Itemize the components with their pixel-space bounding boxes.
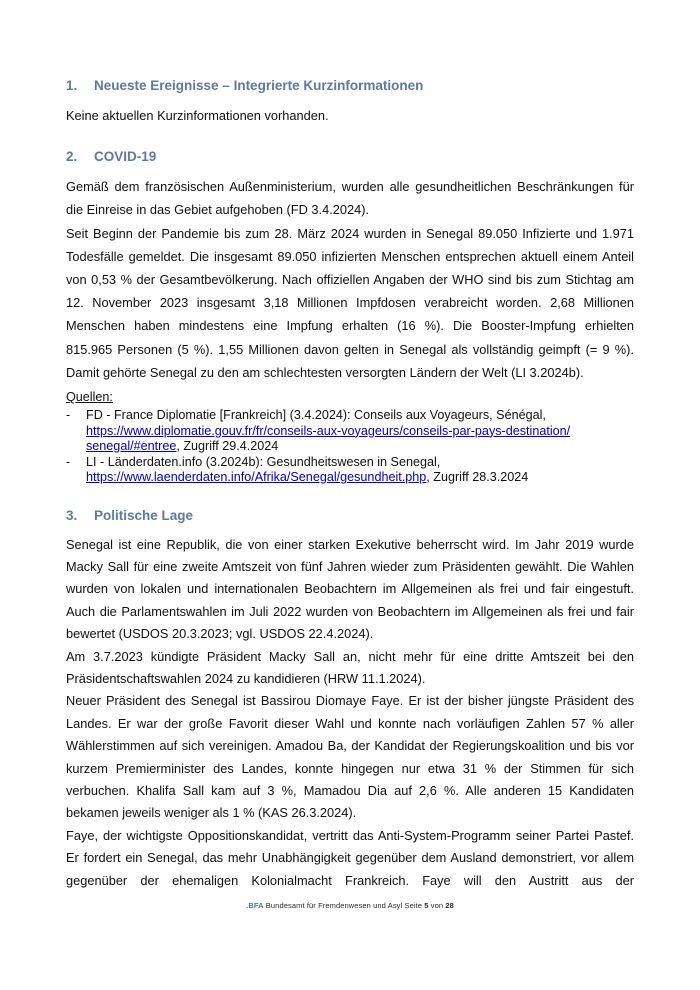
text-line: Er fordert ein Senegal, das mehr Unabhängigkeit gegenüber dem Ausland demonstriert, vor allem (66, 850, 634, 866)
footer-text: von (428, 901, 446, 910)
source-text-segment: , Zugriff 28.3.2024 (426, 470, 529, 485)
section-heading (66, 508, 634, 524)
source-text-segment: LI - Länderdaten.info (3.2024b): Gesundheitswesen in Senegal, (86, 454, 441, 469)
section-number: 2. (66, 149, 78, 165)
text-line: Landes. Er war der große Favorit dieser Wahl und konnte nach vorläufigen Zahlen 57 % aller (66, 715, 634, 731)
text-line: wurden von lokalen und internationalen Beobachtern im Allgemeinen als frei und fair eingestuft. (66, 581, 634, 597)
paragraph (66, 825, 634, 892)
text-line: Keine aktuellen Kurzinformationen vorhanden. (66, 108, 329, 123)
section (66, 149, 634, 485)
page-footer (0, 901, 700, 910)
sources-label: Quellen: (66, 390, 113, 405)
page-number: 5 (424, 901, 429, 910)
source-text (86, 455, 634, 486)
text-line: gegenüber der ehemaligen Kolonialmacht Frankreich. Faye will den Austritt aus der (66, 872, 634, 888)
text-line: kurzem Premierminister des Landes, konnte hingegen nur etwa 31 % der Stimmen für sich (66, 760, 634, 776)
source-link[interactable]: senegal/#entree (86, 439, 177, 454)
section (66, 78, 634, 127)
text-line: 815.965 Personen (5 %). 1,55 Millionen davon gelten in Senegal als vollständig geimpft (= 9 %). (66, 341, 634, 357)
paragraph (66, 104, 634, 127)
text-line: Senegal ist eine Republik, die von einer starken Exekutive beherrscht wird. Im Jahr 2019 wurde (66, 536, 634, 552)
text-line: verbuchen. Khalifa Sall kam auf 3 %, Mamadou Dia auf 2,6 %. Alle anderen 15 Kandidaten (66, 783, 634, 798)
text-line: Auch die Parlamentswahlen im Juli 2022 wurden von Beobachtern im Allgemeinen als frei und fair (66, 603, 634, 619)
dash-bullet: - (66, 408, 71, 423)
source-link[interactable]: https://www.diplomatie.gouv.fr/fr/conseils-aux-voyageurs/conseils-par-pays-destination/ (86, 423, 571, 438)
section-title: Politische Lage (94, 507, 194, 523)
paragraph (66, 222, 634, 384)
sources-block (66, 389, 634, 486)
paragraph (66, 690, 634, 824)
source-text-segment: FD - France Diplomatie [Frankreich] (3.4.2024): Conseils aux Voyageurs, Sénégal, (86, 408, 546, 423)
paragraph (66, 534, 634, 646)
section-number: 3. (66, 507, 78, 523)
text-line: Menschen haben mindestens eine Impfung erhalten (16 %). Die Booster-Impfung erhielten (66, 318, 634, 334)
source-item (66, 455, 634, 486)
source-link[interactable]: https://www.laenderdaten.info/Afrika/Senegal/gesundheit.php (86, 470, 427, 485)
section-number: 1. (66, 78, 78, 93)
text-line: bewertet (USDOS 20.3.2023; vgl. USDOS 22.4.2024). (66, 626, 374, 642)
paragraph (66, 175, 634, 221)
text-line: Todesfälle gemeldet. Die insgesamt 89.050 infizierten Menschen entsprechen aktuell einem Anteil (66, 248, 634, 264)
section-heading (66, 149, 634, 165)
bfa-logo: .BFA (246, 901, 264, 910)
section (66, 508, 634, 893)
source-item (66, 408, 634, 455)
section-title: COVID-19 (94, 149, 157, 165)
text-line: Präsidentschaftswahlen 2024 zu kandidieren (HRW 11.1.2024). (66, 670, 426, 686)
source-text (86, 408, 634, 455)
text-line: Am 3.7.2023 kündigte Präsident Macky Sall an, nicht mehr für eine dritte Amtszeit bei den (66, 648, 634, 664)
text-line: Damit gehörte Senegal zu den am schlechtesten versorgten Ländern der Welt (LI 3.2024b). (66, 364, 584, 380)
page-number: 28 (445, 901, 454, 910)
text-line: die Einreise in das Gebiet aufgehoben (FD 3.4.2024). (66, 202, 370, 218)
source-text-segment: , Zugriff 29.4.2024 (176, 439, 279, 454)
text-line: von 0,53 % der Gesamtbevölkerung. Nach offiziellen Angaben der WHO sind bis zum Stichtag am (66, 272, 634, 288)
section-title: Neueste Ereignisse – Integrierte Kurzinformationen (94, 78, 424, 93)
text-line: Seit Beginn der Pandemie bis zum 28. März 2024 wurden in Senegal 89.050 Infizierte und 1.971 (66, 225, 634, 241)
text-line: Faye, der wichtigste Oppositionskandidat, vertritt das Anti-System-Programm seiner Partei Pastef. (66, 827, 634, 843)
section-heading (66, 78, 634, 94)
text-line: Macky Sall für eine zweite Amtszeit von fünf Jahren wieder zum Präsidenten gewählt. Die Wahlen (66, 558, 634, 574)
text-line: Gemäß dem französischen Außenministerium, wurden alle gesundheitlichen Beschränkungen für (66, 179, 634, 195)
text-line: Neuer Präsident des Senegal ist Bassirou Diomaye Faye. Er ist der bisher jüngste Präsident des (66, 693, 634, 709)
dash-bullet: - (66, 454, 71, 469)
text-line: Wählerstimmen auf sich vereinigen. Amadou Ba, der Kandidat der Regierungskoalition und bis vor (66, 738, 634, 754)
paragraph (66, 646, 634, 691)
text-line: bekamen jeweils weniger als 1 % (KAS 26.3.2024). (66, 805, 357, 821)
text-line: 12. November 2023 insgesamt 3,18 Millionen Impfdosen verabreicht worden. 2,68 Millionen (66, 295, 634, 311)
footer-text: Bundesamt für Fremdenwesen und Asyl Seite (263, 901, 425, 910)
